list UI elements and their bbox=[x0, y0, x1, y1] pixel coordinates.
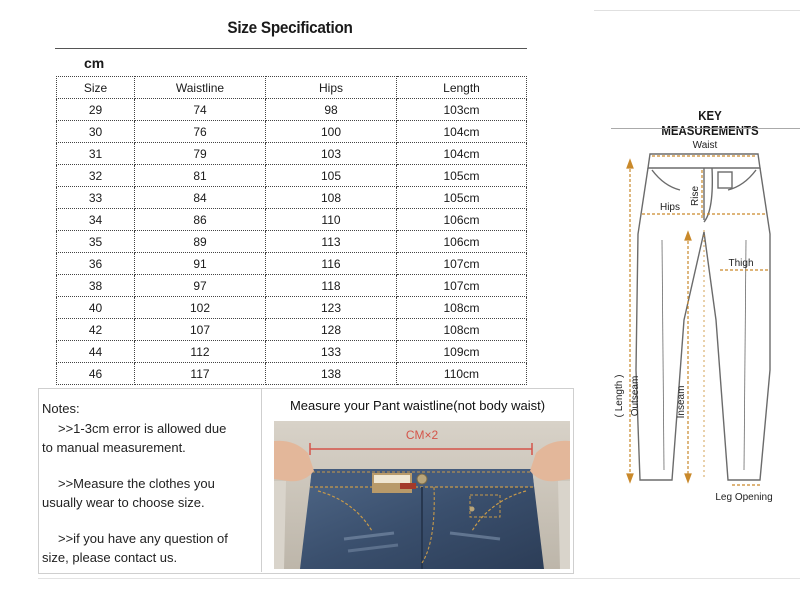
cell-size: 32 bbox=[57, 165, 135, 187]
waistline-photo-panel bbox=[261, 389, 573, 572]
table-row bbox=[57, 363, 527, 385]
cell-hips: 103 bbox=[266, 143, 397, 165]
photo-title: Measure your Pant waistline(not body waist) bbox=[289, 398, 546, 413]
cell-waistline: 89 bbox=[135, 231, 266, 253]
cell-hips: 138 bbox=[266, 363, 397, 385]
cell-length: 108cm bbox=[397, 319, 527, 341]
table-row bbox=[57, 253, 527, 275]
measure-label: CM×2 bbox=[405, 428, 439, 442]
table-row bbox=[57, 275, 527, 297]
note-lead: >>Measure the clothes you bbox=[58, 476, 215, 491]
cell-hips: 98 bbox=[266, 99, 397, 121]
cell-size: 44 bbox=[57, 341, 135, 363]
cell-waistline: 79 bbox=[135, 143, 266, 165]
label-waist: Waist bbox=[692, 140, 718, 151]
note-rest: size, please contact us. bbox=[42, 550, 178, 565]
table-header-row bbox=[57, 77, 527, 99]
cell-length: 110cm bbox=[397, 363, 527, 385]
cell-waistline: 76 bbox=[135, 121, 266, 143]
table-row bbox=[57, 319, 527, 341]
note-item bbox=[42, 474, 257, 512]
cell-hips: 113 bbox=[266, 231, 397, 253]
cell-size: 34 bbox=[57, 209, 135, 231]
cell-waistline: 117 bbox=[135, 363, 266, 385]
cell-waistline: 84 bbox=[135, 187, 266, 209]
header-hips: Hips bbox=[266, 77, 397, 99]
cell-size: 46 bbox=[57, 363, 135, 385]
notes-panel bbox=[38, 388, 574, 574]
cell-hips: 118 bbox=[266, 275, 397, 297]
cell-waistline: 112 bbox=[135, 341, 266, 363]
key-title-rule bbox=[611, 128, 800, 129]
table-row bbox=[57, 297, 527, 319]
cell-waistline: 86 bbox=[135, 209, 266, 231]
note-lead: >>if you have any question of bbox=[58, 531, 228, 546]
cell-waistline: 81 bbox=[135, 165, 266, 187]
cell-waistline: 91 bbox=[135, 253, 266, 275]
pant-outline bbox=[636, 154, 770, 480]
jeans-waist-photo bbox=[274, 421, 570, 569]
cell-length: 109cm bbox=[397, 341, 527, 363]
label-hips: Hips bbox=[659, 202, 681, 213]
table-row bbox=[57, 187, 527, 209]
cell-waistline: 102 bbox=[135, 297, 266, 319]
cell-hips: 128 bbox=[266, 319, 397, 341]
top-right-rule bbox=[594, 10, 800, 11]
notes-heading: Notes: bbox=[42, 401, 80, 416]
cell-size: 31 bbox=[57, 143, 135, 165]
cell-waistline: 97 bbox=[135, 275, 266, 297]
cell-length: 108cm bbox=[397, 297, 527, 319]
cell-length: 107cm bbox=[397, 253, 527, 275]
title-divider bbox=[55, 48, 527, 49]
cell-size: 36 bbox=[57, 253, 135, 275]
cell-waistline: 107 bbox=[135, 319, 266, 341]
cell-size: 33 bbox=[57, 187, 135, 209]
table-row bbox=[57, 209, 527, 231]
bottom-divider bbox=[38, 578, 800, 579]
cell-size: 30 bbox=[57, 121, 135, 143]
cell-length: 105cm bbox=[397, 165, 527, 187]
cell-length: 106cm bbox=[397, 209, 527, 231]
cell-size: 38 bbox=[57, 275, 135, 297]
cell-hips: 100 bbox=[266, 121, 397, 143]
table-row bbox=[57, 341, 527, 363]
cell-size: 42 bbox=[57, 319, 135, 341]
label-leg-opening: Leg Opening bbox=[715, 492, 773, 503]
label-length: ( Length ) bbox=[614, 374, 625, 418]
header-waistline: Waistline bbox=[135, 77, 266, 99]
cell-size: 29 bbox=[57, 99, 135, 121]
cell-size: 35 bbox=[57, 231, 135, 253]
cell-length: 104cm bbox=[397, 121, 527, 143]
cell-waistline: 74 bbox=[135, 99, 266, 121]
cell-length: 105cm bbox=[397, 187, 527, 209]
table-row bbox=[57, 121, 527, 143]
cell-hips: 110 bbox=[266, 209, 397, 231]
cell-length: 103cm bbox=[397, 99, 527, 121]
pant-measurement-diagram bbox=[600, 130, 795, 515]
cell-hips: 123 bbox=[266, 297, 397, 319]
page-title: Size Specification bbox=[227, 18, 353, 37]
cell-length: 104cm bbox=[397, 143, 527, 165]
note-rest: usually wear to choose size. bbox=[42, 495, 205, 510]
note-item bbox=[42, 529, 257, 567]
cell-hips: 108 bbox=[266, 187, 397, 209]
cell-length: 107cm bbox=[397, 275, 527, 297]
notes-text bbox=[42, 399, 257, 584]
cell-size: 40 bbox=[57, 297, 135, 319]
cell-hips: 105 bbox=[266, 165, 397, 187]
size-table bbox=[56, 76, 527, 385]
note-lead: >>1-3cm error is allowed due bbox=[58, 421, 227, 436]
header-length: Length bbox=[397, 77, 527, 99]
table-row bbox=[57, 165, 527, 187]
table-row bbox=[57, 231, 527, 253]
unit-label: cm bbox=[84, 55, 105, 71]
cell-length: 106cm bbox=[397, 231, 527, 253]
label-thigh: Thigh bbox=[728, 258, 754, 269]
cell-hips: 116 bbox=[266, 253, 397, 275]
cell-hips: 133 bbox=[266, 341, 397, 363]
key-measurements-title: KEY MEASUREMENTS bbox=[661, 108, 759, 138]
note-item bbox=[42, 419, 257, 457]
label-rise: Rise bbox=[690, 185, 701, 207]
table-row bbox=[57, 143, 527, 165]
note-rest: to manual measurement. bbox=[42, 440, 186, 455]
label-inseam: Inseam bbox=[676, 385, 687, 419]
header-size: Size bbox=[57, 77, 135, 99]
label-outseam: Outseam bbox=[630, 375, 641, 417]
table-row bbox=[57, 99, 527, 121]
